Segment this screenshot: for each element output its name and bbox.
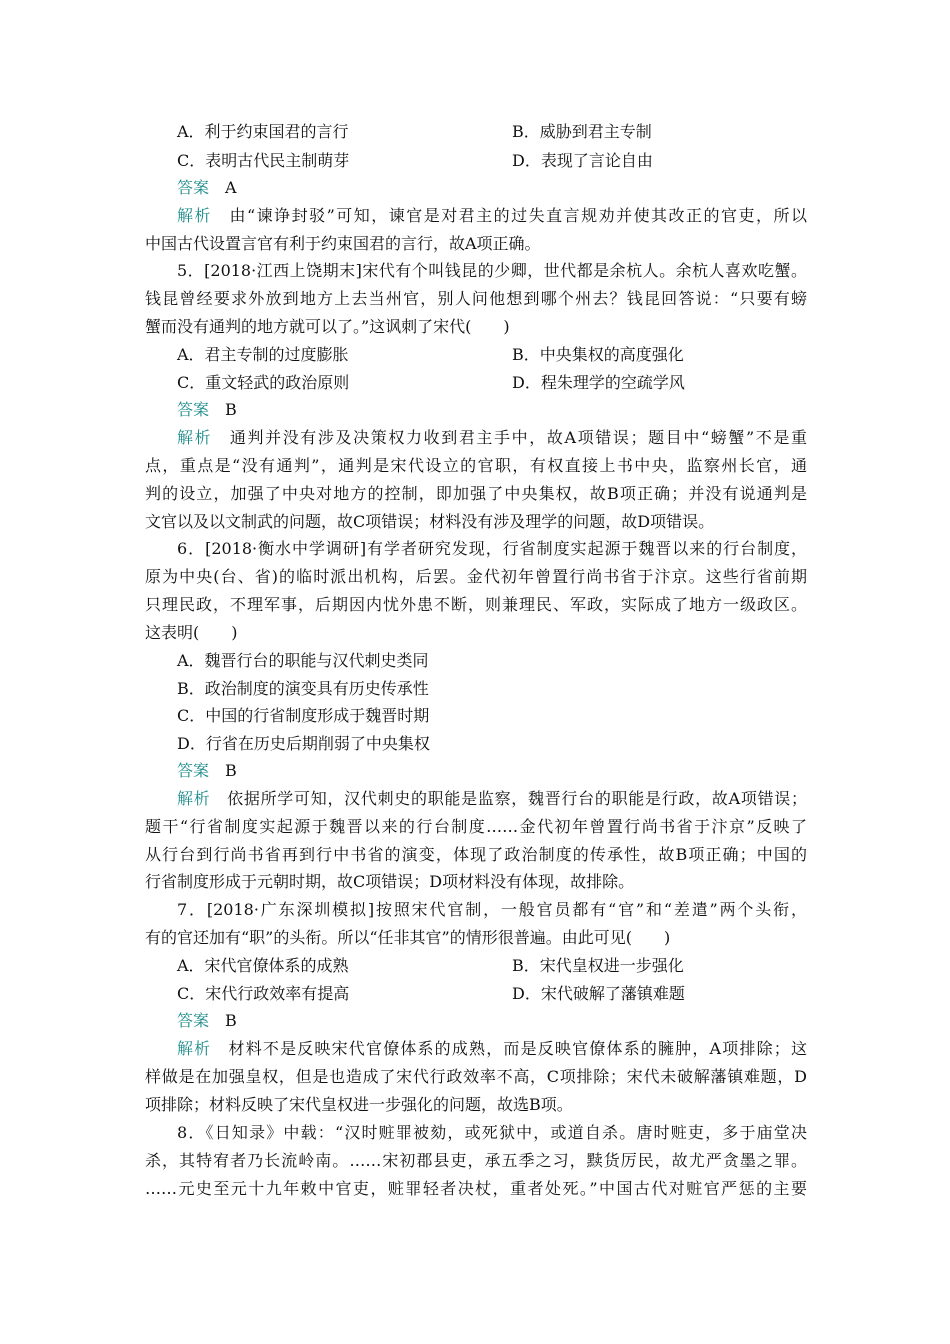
answer-label: 答案 bbox=[177, 761, 210, 780]
option-d: D．行省在历史后期削弱了中央集权 bbox=[177, 734, 430, 753]
option-c: C．表明古代民主制萌芽 bbox=[177, 151, 350, 170]
option-b: B．中央集权的高度强化 bbox=[512, 345, 684, 364]
option-a: A．利于约束国君的言行 bbox=[177, 122, 349, 141]
answer-line bbox=[177, 761, 237, 781]
answer-label: 答案 bbox=[177, 178, 210, 197]
question-7-stem: 有的官还加有“职”的头衔。所以“任非其官”的情形很普遍。由此可见( ) bbox=[145, 928, 671, 947]
analysis-line: 解析 通判并没有涉及决策权力收到君主手中，故A项错误；题目中“螃蟹”不是重 bbox=[177, 428, 807, 447]
option-b: B．威胁到君主专制 bbox=[512, 122, 652, 141]
option-c: C．中国的行省制度形成于魏晋时期 bbox=[177, 706, 430, 725]
answer-label: 答案 bbox=[177, 1011, 210, 1030]
option-b: B．宋代皇权进一步强化 bbox=[512, 956, 684, 975]
option-a: A．君主专制的过度膨胀 bbox=[177, 345, 349, 364]
option-a: A．宋代官僚体系的成熟 bbox=[177, 956, 349, 975]
answer-label: 答案 bbox=[177, 400, 210, 419]
answer-value: A bbox=[225, 178, 237, 197]
analysis-line: 题干“行省制度实起源于魏晋以来的行台制度……金代初年曾置行尚书省于汴京”反映了 bbox=[145, 817, 807, 836]
answer-value: B bbox=[225, 761, 237, 780]
analysis-line: 文官以及以文制武的问题，故C项错误；材料没有涉及理学的问题，故D项错误。 bbox=[145, 512, 715, 531]
analysis-label: 解析 bbox=[177, 789, 211, 808]
question-5-stem: 钱昆曾经要求外放到地方上去当州官，别人问他想到哪个州去？钱昆回答说：“只要有螃 bbox=[145, 289, 807, 308]
analysis-line: 行省制度形成于元朝时期，故C项错误；D项材料没有体现，故排除。 bbox=[145, 872, 635, 891]
option-b: B．政治制度的演变具有历史传承性 bbox=[177, 679, 429, 698]
question-6-stem: 原为中央(台、省)的临时派出机构，后罢。金代初年曾置行尚书省于汴京。这些行省前期 bbox=[145, 567, 807, 586]
analysis-line: 样做是在加强皇权，但是也造成了宋代行政效率不高，C项排除；宋代未破解藩镇难题，D bbox=[145, 1067, 807, 1086]
analysis-label: 解析 bbox=[177, 1039, 212, 1058]
analysis-line: 判的设立，加强了中央对地方的控制，即加强了中央集权，故B项正确；并没有说通判是 bbox=[145, 484, 807, 503]
answer-line bbox=[177, 1011, 237, 1031]
answer-line bbox=[177, 178, 237, 198]
analysis-label: 解析 bbox=[177, 206, 212, 225]
answer-value: B bbox=[225, 1011, 237, 1030]
option-c: C．重文轻武的政治原则 bbox=[177, 373, 350, 392]
option-d: D．宋代破解了藩镇难题 bbox=[512, 984, 685, 1003]
analysis-line: 解析 依据所学可知，汉代刺史的职能是监察，魏晋行台的职能是行政，故A项错误； bbox=[177, 789, 807, 808]
analysis-line: 中国古代设置言官有利于约束国君的言行，故A项正确。 bbox=[145, 234, 541, 253]
question-8-stem: ……元史至元十九年敕中官吏，赃罪轻者决杖，重者处死。”中国古代对赃官严惩的主要 bbox=[145, 1179, 807, 1198]
question-5-stem: 蟹而没有通判的地方就可以了。”这讽刺了宋代( ) bbox=[145, 317, 510, 336]
answer-line bbox=[177, 400, 237, 420]
option-a: A．魏晋行台的职能与汉代刺史类同 bbox=[177, 651, 429, 670]
question-6-stem: 6．[2018·衡水中学调研]有学者研究发现，行省制度实起源于魏晋以来的行台制度， bbox=[177, 539, 807, 558]
question-8-stem: 杀，其特宥者乃长流岭南。……宋初郡县吏，承五季之习，黩货厉民，故尤严贪墨之罪。 bbox=[145, 1151, 807, 1170]
question-6-stem: 这表明( ) bbox=[145, 623, 238, 642]
option-d: D．程朱理学的空疏学风 bbox=[512, 373, 685, 392]
question-6-stem: 只理民政，不理军事，后期因内忧外患不断，则兼理民、军政，实际成了地方一级政区。 bbox=[145, 595, 807, 614]
option-d: D．表现了言论自由 bbox=[512, 151, 653, 170]
analysis-line: 点，重点是“没有通判”，通判是宋代设立的官职，有权直接上书中央，监察州长官，通 bbox=[145, 456, 807, 475]
analysis-label: 解析 bbox=[177, 428, 213, 447]
analysis-line: 项排除；材料反映了宋代皇权进一步强化的问题，故选B项。 bbox=[145, 1095, 573, 1114]
analysis-line: 解析 由“谏诤封驳”可知，谏官是对君主的过失直言规劝并使其改正的官吏，所以 bbox=[177, 206, 807, 225]
question-5-stem: 5．[2018·江西上饶期末]宋代有个叫钱昆的少卿，世代都是余杭人。余杭人喜欢吃蟹。 bbox=[177, 261, 807, 280]
question-8-stem: 8．《日知录》中载：“汉时赃罪被劾，或死狱中，或道自杀。唐时赃吏，多于庙堂决 bbox=[177, 1123, 807, 1142]
analysis-line: 解析 材料不是反映宋代官僚体系的成熟，而是反映官僚体系的臃肿，A项排除；这 bbox=[177, 1039, 807, 1058]
analysis-line: 从行台到行尚书省再到行中书省的演变，体现了政治制度的传承性，故B项正确；中国的 bbox=[145, 845, 807, 864]
answer-value: B bbox=[225, 400, 237, 419]
question-7-stem: 7．[2018·广东深圳模拟]按照宋代官制，一般官员都有“官”和“差遣”两个头衔， bbox=[177, 900, 807, 919]
option-c: C．宋代行政效率有提高 bbox=[177, 984, 350, 1003]
